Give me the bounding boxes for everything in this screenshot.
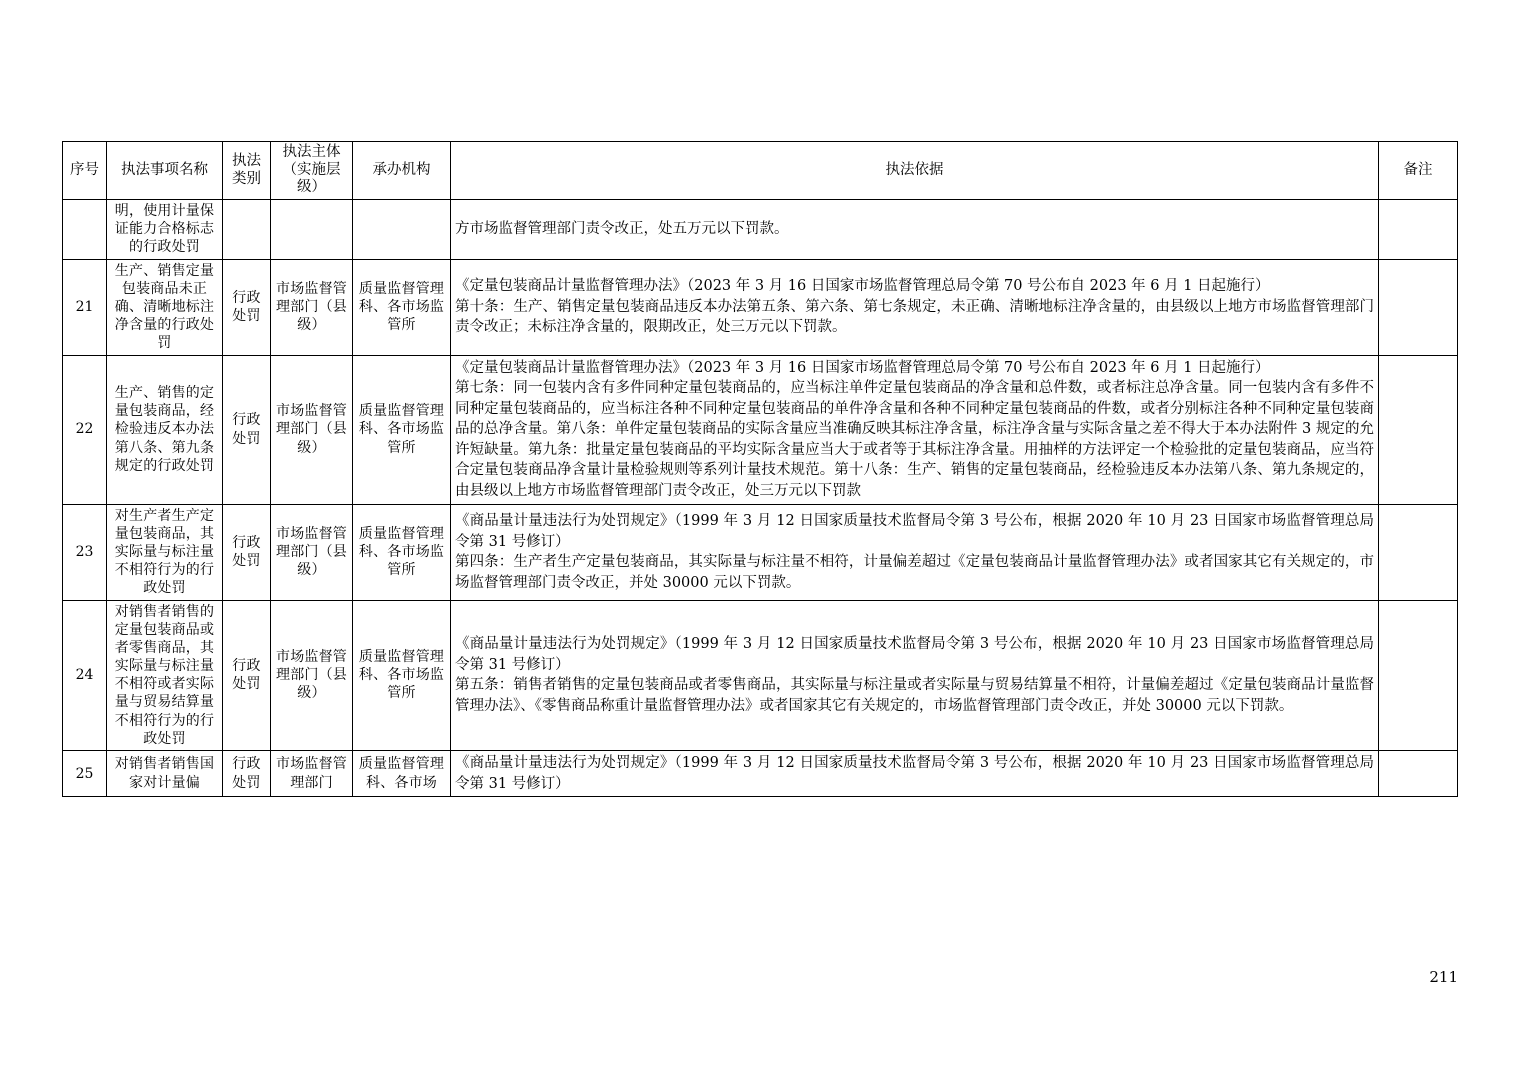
- cell-note: [1379, 200, 1458, 260]
- cell-category: 行政处罚: [223, 259, 271, 355]
- table-row: [63, 259, 1458, 355]
- legal-basis-paragraph: 《定量包装商品计量监督管理办法》（2023 年 3 月 16 日国家市场监督管理总局令第 70 号公布自 2023 年 6 月 1 日起施行）: [455, 359, 1270, 376]
- column-header-subject: 执法主体（实施层级）: [271, 142, 353, 200]
- cell-note: [1379, 504, 1458, 600]
- cell-category: 行政处罚: [223, 751, 271, 797]
- cell-subject: 市场监督管理部门（县级）: [271, 259, 353, 355]
- column-header-category: 执法类别: [223, 142, 271, 200]
- cell-seq: 24: [63, 600, 107, 751]
- cell-subject: 市场监督管理部门（县级）: [271, 355, 353, 504]
- cell-organization: 质量监督管理科、各市场监管所: [353, 355, 451, 504]
- cell-seq: 23: [63, 504, 107, 600]
- cell-organization: [353, 200, 451, 260]
- cell-subject: 市场监督管理部门（县级）: [271, 600, 353, 751]
- cell-legal-basis: [451, 259, 1379, 355]
- table-row: [63, 751, 1458, 797]
- table-header-row: [63, 142, 1458, 200]
- legal-basis-paragraph: 第五条：销售者销售的定量包装商品或者零售商品，其实际量与标注量或者实际量与贸易结算量不相符，计量偏差超过《定量包装商品计量监督管理办法》、《零售商品称重计量监督管理办法》或者国家其它有关规定的，市场监督管理部门责令改正，并处 30000 元以下罚款。: [455, 677, 1374, 714]
- cell-category: 行政处罚: [223, 355, 271, 504]
- table-row: [63, 504, 1458, 600]
- cell-legal-basis: [451, 200, 1379, 260]
- column-header-organization: 承办机构: [353, 142, 451, 200]
- cell-organization: 质量监督管理科、各市场监管所: [353, 600, 451, 751]
- cell-note: [1379, 600, 1458, 751]
- enforcement-items-table: [62, 141, 1458, 797]
- table-row: [63, 200, 1458, 260]
- cell-item-name: 明，使用计量保证能力合格标志的行政处罚: [107, 200, 223, 260]
- cell-legal-basis: [451, 504, 1379, 600]
- cell-legal-basis: [451, 600, 1379, 751]
- cell-item-name: 生产、销售的定量包装商品，经检验违反本办法第八条、第九条规定的行政处罚: [107, 355, 223, 504]
- table-row: [63, 600, 1458, 751]
- cell-category: 行政处罚: [223, 504, 271, 600]
- cell-organization: 质量监督管理科、各市场: [353, 751, 451, 797]
- cell-seq: [63, 200, 107, 260]
- cell-subject: 市场监督管理部门（县级）: [271, 504, 353, 600]
- column-header-note: 备注: [1379, 142, 1458, 200]
- table-body: [63, 200, 1458, 797]
- cell-seq: 22: [63, 355, 107, 504]
- cell-item-name: 生产、销售定量包装商品未正确、清晰地标注净含量的行政处罚: [107, 259, 223, 355]
- cell-item-name: 对销售者销售的定量包装商品或者零售商品，其实际量与标注量不相符或者实际量与贸易结算量不相符行为的行政处罚: [107, 600, 223, 751]
- table-row: [63, 355, 1458, 504]
- column-header-legal-basis: 执法依据: [451, 142, 1379, 200]
- cell-category: [223, 200, 271, 260]
- cell-seq: 25: [63, 751, 107, 797]
- legal-basis-paragraph: 《定量包装商品计量监督管理办法》（2023 年 3 月 16 日国家市场监督管理总局令第 70 号公布自 2023 年 6 月 1 日起施行）: [455, 278, 1270, 295]
- cell-seq: 21: [63, 259, 107, 355]
- page-number: 211: [1429, 968, 1458, 986]
- cell-legal-basis: [451, 355, 1379, 504]
- cell-subject: 市场监督管理部门: [271, 751, 353, 797]
- cell-subject: [271, 200, 353, 260]
- cell-category: 行政处罚: [223, 600, 271, 751]
- legal-basis-paragraph: 《商品量计量违法行为处罚规定》（1999 年 3 月 12 日国家质量技术监督局令第 3 号公布，根据 2020 年 10 月 23 日国家市场监督管理总局令第 31 号修订）: [455, 512, 1374, 550]
- legal-basis-paragraph: 第四条：生产者生产定量包装商品，其实际量与标注量不相符，计量偏差超过《定量包装商品计量监督管理办法》或者国家其它有关规定的，市场监督管理部门责令改正，并处 30000 元以下罚款。: [455, 554, 1374, 591]
- cell-note: [1379, 751, 1458, 797]
- table-header: [63, 142, 1458, 200]
- column-header-item-name: 执法事项名称: [107, 142, 223, 200]
- legal-basis-paragraph: 方市场监督管理部门责令改正，处五万元以下罚款。: [455, 221, 789, 238]
- cell-item-name: 对销售者销售国家对计量偏: [107, 751, 223, 797]
- cell-legal-basis: [451, 751, 1379, 797]
- column-header-seq: 序号: [63, 142, 107, 200]
- cell-organization: 质量监督管理科、各市场监管所: [353, 504, 451, 600]
- legal-basis-paragraph: 《商品量计量违法行为处罚规定》（1999 年 3 月 12 日国家质量技术监督局令第 3 号公布，根据 2020 年 10 月 23 日国家市场监督管理总局令第 31 号修订）: [455, 755, 1374, 792]
- legal-basis-paragraph: 《商品量计量违法行为处罚规定》（1999 年 3 月 12 日国家质量技术监督局令第 3 号公布，根据 2020 年 10 月 23 日国家市场监督管理总局令第 31 号修订）: [455, 636, 1374, 673]
- cell-note: [1379, 355, 1458, 504]
- cell-note: [1379, 259, 1458, 355]
- cell-organization: 质量监督管理科、各市场监管所: [353, 259, 451, 355]
- legal-basis-paragraph: 第十条：生产、销售定量包装商品违反本办法第五条、第六条、第七条规定，未正确、清晰地标注净含量的，由县级以上地方市场监督管理部门责令改正；未标注净含量的，限期改正，处三万元以下罚款。: [455, 298, 1374, 336]
- legal-basis-paragraph: 第七条：同一包装内含有多件同种定量包装商品的，应当标注单件定量包装商品的净含量和总件数，或者标注总净含量。同一包装内含有多件不同种定量包装商品的，应当标注各种不同种定量包装商品的单件净含量和各种不同种定量包装商品的件数，或者分别标注各种不同种定量包装商品的总净含量。第八条：单件定量包装商品的实际含量应当准确反映其标注净含量，标注净含量与实际含量之差不得大于本办法附件 3 规定的允许短缺量。第九条：批量定量包装商品的平均实际含量应当大于或者等于其标注净含量。用抽样的方法评定一个检验批的定量包装商品，应当符合定量包装商品净含量计量检验规则等系列计量技术规范。第十八条：生产、销售的定量包装商品，经检验违反本办法第八条、第九条规定的，由县级以上地方市场监督管理部门责令改正，处三万元以下罚款: [455, 380, 1374, 500]
- cell-item-name: 对生产者生产定量包装商品，其实际量与标注量不相符行为的行政处罚: [107, 504, 223, 600]
